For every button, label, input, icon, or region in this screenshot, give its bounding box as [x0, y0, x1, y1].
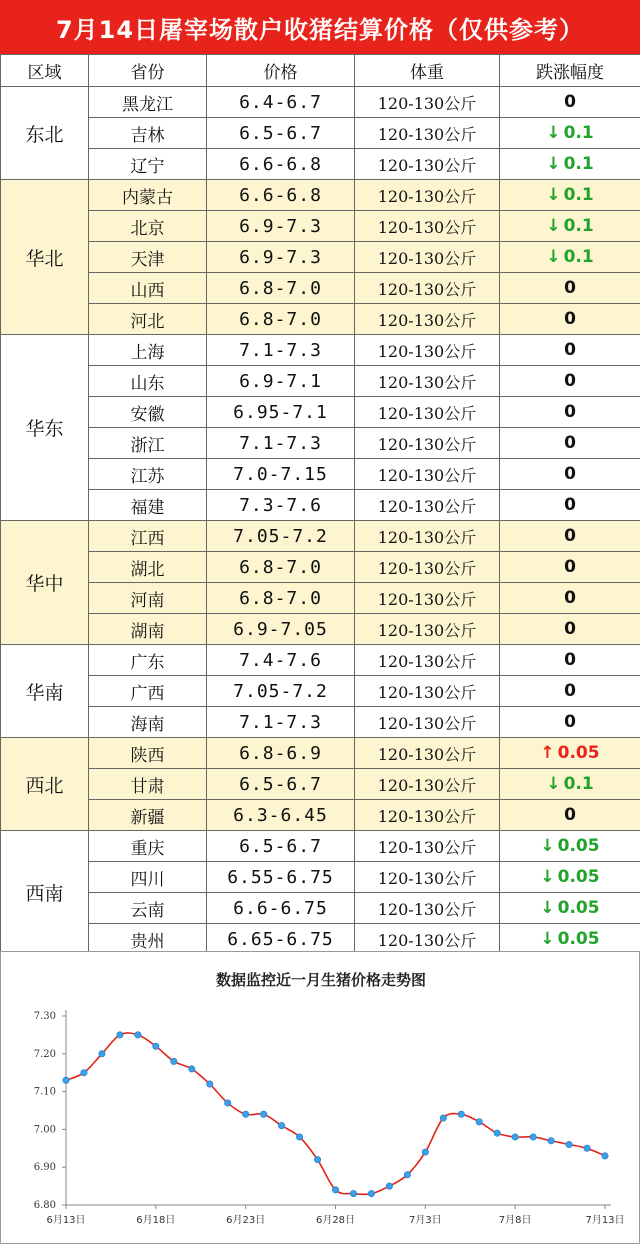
weight-cell: 120-130公斤	[355, 707, 500, 738]
data-point	[602, 1153, 608, 1159]
table-row	[1, 769, 640, 800]
price-cell: 6.8-7.0	[207, 273, 355, 304]
weight-cell: 120-130公斤	[355, 459, 500, 490]
price-cell: 7.3-7.6	[207, 490, 355, 521]
trend-chart	[1, 952, 639, 1243]
data-point	[368, 1190, 374, 1196]
change-cell	[500, 862, 640, 893]
change-value: 0	[564, 464, 576, 484]
table-row	[1, 273, 640, 304]
price-cell: 6.9-7.05	[207, 614, 355, 645]
change-cell	[500, 707, 640, 738]
data-point	[296, 1134, 302, 1140]
data-point	[584, 1145, 590, 1151]
change-cell	[500, 552, 640, 583]
arrow-down-icon: ↓	[540, 929, 555, 949]
table-row	[1, 459, 640, 490]
change-value: 0	[564, 402, 576, 422]
data-point	[63, 1077, 69, 1083]
data-point	[530, 1134, 536, 1140]
weight-cell: 120-130公斤	[355, 893, 500, 924]
data-point	[422, 1149, 428, 1155]
page-title: 7月14日屠宰场散户收猪结算价格（仅供参考）	[0, 0, 640, 54]
data-point	[404, 1172, 410, 1178]
change-value: 0	[564, 495, 576, 515]
change-value: 0.05	[557, 836, 600, 856]
data-point	[512, 1134, 518, 1140]
series-line	[66, 1033, 605, 1194]
region-cell: 西南	[1, 831, 89, 955]
price-table	[0, 54, 640, 955]
weight-cell: 120-130公斤	[355, 490, 500, 521]
weight-cell: 120-130公斤	[355, 118, 500, 149]
weight-cell: 120-130公斤	[355, 87, 500, 118]
data-point	[171, 1058, 177, 1064]
change-value: 0	[564, 650, 576, 670]
price-cell: 6.6-6.75	[207, 893, 355, 924]
change-value: 0.1	[563, 774, 594, 794]
price-cell: 6.8-7.0	[207, 552, 355, 583]
data-point	[260, 1111, 266, 1117]
change-cell	[500, 304, 640, 335]
price-cell: 7.05-7.2	[207, 676, 355, 707]
province-cell: 山东	[89, 366, 207, 397]
change-value: 0	[564, 557, 576, 577]
weight-cell: 120-130公斤	[355, 645, 500, 676]
change-value: 0	[564, 619, 576, 639]
data-point	[99, 1051, 105, 1057]
price-cell: 6.9-7.3	[207, 242, 355, 273]
change-value: 0	[564, 526, 576, 546]
weight-cell: 120-130公斤	[355, 366, 500, 397]
price-cell: 6.65-6.75	[207, 924, 355, 955]
change-value: 0	[564, 712, 576, 732]
price-cell: 6.3-6.45	[207, 800, 355, 831]
data-point	[476, 1119, 482, 1125]
arrow-down-icon: ↓	[546, 216, 561, 236]
weight-cell: 120-130公斤	[355, 676, 500, 707]
province-cell: 广东	[89, 645, 207, 676]
province-cell: 浙江	[89, 428, 207, 459]
price-cell: 6.5-6.7	[207, 118, 355, 149]
table-row	[1, 242, 640, 273]
y-tick-label: 7.30	[33, 1011, 56, 1022]
change-value: 0.05	[557, 867, 600, 887]
province-cell: 湖南	[89, 614, 207, 645]
weight-cell: 120-130公斤	[355, 304, 500, 335]
province-cell: 贵州	[89, 924, 207, 955]
change-cell	[500, 831, 640, 862]
province-cell: 云南	[89, 893, 207, 924]
x-tick-label: 7月8日	[498, 1215, 532, 1226]
data-point	[386, 1183, 392, 1189]
price-cell: 6.6-6.8	[207, 149, 355, 180]
province-cell: 海南	[89, 707, 207, 738]
table-header-row	[1, 55, 640, 87]
arrow-up-icon: ↑	[540, 743, 555, 763]
price-cell: 6.55-6.75	[207, 862, 355, 893]
x-tick-label: 6月13日	[46, 1215, 86, 1226]
change-value: 0.1	[563, 154, 594, 174]
weight-cell: 120-130公斤	[355, 149, 500, 180]
change-cell	[500, 335, 640, 366]
change-cell	[500, 87, 640, 118]
change-value: 0.1	[563, 123, 594, 143]
table-row	[1, 149, 640, 180]
province-cell: 陕西	[89, 738, 207, 769]
price-cell: 6.8-7.0	[207, 583, 355, 614]
province-cell: 上海	[89, 335, 207, 366]
y-tick-label: 6.90	[33, 1162, 56, 1174]
price-cell: 6.9-7.1	[207, 366, 355, 397]
change-cell	[500, 924, 640, 955]
table-row	[1, 645, 640, 676]
change-value: 0.05	[557, 743, 600, 763]
data-point	[117, 1032, 123, 1038]
x-tick-label: 6月18日	[136, 1215, 176, 1226]
y-tick-label: 7.20	[33, 1048, 56, 1060]
province-cell: 安徽	[89, 397, 207, 428]
header-region: 区域	[1, 55, 89, 87]
data-point	[278, 1122, 284, 1128]
arrow-down-icon: ↓	[546, 247, 561, 267]
change-value: 0	[564, 278, 576, 298]
data-point	[548, 1138, 554, 1144]
weight-cell: 120-130公斤	[355, 924, 500, 955]
x-tick-label: 7月3日	[408, 1215, 442, 1226]
table-row	[1, 428, 640, 459]
y-tick-label: 6.80	[33, 1200, 56, 1211]
price-cell: 6.5-6.7	[207, 831, 355, 862]
table-row	[1, 676, 640, 707]
arrow-down-icon: ↓	[546, 154, 561, 174]
province-cell: 甘肃	[89, 769, 207, 800]
y-tick-label: 7.10	[33, 1086, 56, 1098]
table-row	[1, 614, 640, 645]
change-cell	[500, 769, 640, 800]
table-row	[1, 118, 640, 149]
weight-cell: 120-130公斤	[355, 521, 500, 552]
price-cell: 6.4-6.7	[207, 87, 355, 118]
table-row	[1, 707, 640, 738]
price-cell: 6.5-6.7	[207, 769, 355, 800]
change-cell	[500, 118, 640, 149]
region-cell: 东北	[1, 87, 89, 180]
table-row	[1, 366, 640, 397]
table-row	[1, 924, 640, 955]
table-row	[1, 831, 640, 862]
weight-cell: 120-130公斤	[355, 428, 500, 459]
table-row	[1, 583, 640, 614]
change-cell	[500, 738, 640, 769]
table-row	[1, 738, 640, 769]
price-cell: 6.8-6.9	[207, 738, 355, 769]
province-cell: 河北	[89, 304, 207, 335]
arrow-down-icon: ↓	[546, 123, 561, 143]
data-point	[189, 1066, 195, 1072]
x-tick-label: 6月23日	[226, 1215, 266, 1226]
price-cell: 6.9-7.3	[207, 211, 355, 242]
weight-cell: 120-130公斤	[355, 397, 500, 428]
data-point	[135, 1032, 141, 1038]
table-row	[1, 397, 640, 428]
weight-cell: 120-130公斤	[355, 831, 500, 862]
table-row	[1, 862, 640, 893]
price-cell: 7.1-7.3	[207, 428, 355, 459]
region-cell: 华北	[1, 180, 89, 335]
change-cell	[500, 800, 640, 831]
table-row	[1, 304, 640, 335]
province-cell: 北京	[89, 211, 207, 242]
data-point	[494, 1130, 500, 1136]
change-cell	[500, 645, 640, 676]
change-cell	[500, 893, 640, 924]
data-point	[440, 1115, 446, 1121]
change-cell	[500, 180, 640, 211]
change-value: 0	[564, 681, 576, 701]
price-cell: 6.6-6.8	[207, 180, 355, 211]
change-cell	[500, 273, 640, 304]
change-cell	[500, 428, 640, 459]
change-cell	[500, 366, 640, 397]
change-value: 0	[564, 588, 576, 608]
weight-cell: 120-130公斤	[355, 583, 500, 614]
arrow-down-icon: ↓	[546, 185, 561, 205]
weight-cell: 120-130公斤	[355, 862, 500, 893]
price-cell: 7.1-7.3	[207, 335, 355, 366]
price-cell: 7.1-7.3	[207, 707, 355, 738]
y-tick-label: 7.00	[33, 1124, 56, 1136]
arrow-down-icon: ↓	[540, 898, 555, 918]
change-value: 0.05	[557, 929, 600, 949]
data-point	[314, 1156, 320, 1162]
change-value: 0.1	[563, 247, 594, 267]
weight-cell: 120-130公斤	[355, 769, 500, 800]
data-point	[225, 1100, 231, 1106]
province-cell: 福建	[89, 490, 207, 521]
trend-chart-panel	[0, 951, 640, 1244]
region-cell: 华南	[1, 645, 89, 738]
change-value: 0.1	[563, 216, 594, 236]
header-province: 省份	[89, 55, 207, 87]
x-tick-label: 7月13日	[585, 1215, 625, 1226]
weight-cell: 120-130公斤	[355, 242, 500, 273]
table-row	[1, 552, 640, 583]
province-cell: 重庆	[89, 831, 207, 862]
header-change: 跌涨幅度	[500, 55, 640, 87]
province-cell: 山西	[89, 273, 207, 304]
change-cell	[500, 149, 640, 180]
change-cell	[500, 676, 640, 707]
change-value: 0	[564, 805, 576, 825]
province-cell: 新疆	[89, 800, 207, 831]
data-point	[81, 1070, 87, 1076]
province-cell: 辽宁	[89, 149, 207, 180]
weight-cell: 120-130公斤	[355, 800, 500, 831]
weight-cell: 120-130公斤	[355, 180, 500, 211]
data-point	[153, 1043, 159, 1049]
data-point	[458, 1111, 464, 1117]
weight-cell: 120-130公斤	[355, 614, 500, 645]
chart-title: 数据监控近一月生猪价格走势图	[215, 971, 426, 989]
change-cell	[500, 397, 640, 428]
province-cell: 河南	[89, 583, 207, 614]
change-cell	[500, 521, 640, 552]
province-cell: 江苏	[89, 459, 207, 490]
price-table-container	[0, 54, 640, 951]
table-row	[1, 490, 640, 521]
province-cell: 湖北	[89, 552, 207, 583]
table-row	[1, 180, 640, 211]
change-cell	[500, 490, 640, 521]
data-point	[242, 1111, 248, 1117]
table-row	[1, 893, 640, 924]
data-point	[332, 1187, 338, 1193]
arrow-down-icon: ↓	[540, 836, 555, 856]
province-cell: 天津	[89, 242, 207, 273]
weight-cell: 120-130公斤	[355, 738, 500, 769]
table-body	[1, 87, 640, 955]
region-cell: 西北	[1, 738, 89, 831]
change-cell	[500, 211, 640, 242]
province-cell: 吉林	[89, 118, 207, 149]
table-row	[1, 87, 640, 118]
region-cell: 华东	[1, 335, 89, 521]
change-value: 0	[564, 433, 576, 453]
arrow-down-icon: ↓	[540, 867, 555, 887]
weight-cell: 120-130公斤	[355, 211, 500, 242]
change-cell	[500, 614, 640, 645]
table-row	[1, 335, 640, 366]
price-cell: 7.4-7.6	[207, 645, 355, 676]
change-cell	[500, 459, 640, 490]
data-point	[350, 1190, 356, 1196]
change-value: 0.05	[557, 898, 600, 918]
data-point	[207, 1081, 213, 1087]
header-weight: 体重	[355, 55, 500, 87]
arrow-down-icon: ↓	[546, 774, 561, 794]
table-row	[1, 521, 640, 552]
province-cell: 黑龙江	[89, 87, 207, 118]
change-cell	[500, 242, 640, 273]
change-value: 0	[564, 371, 576, 391]
region-cell: 华中	[1, 521, 89, 645]
table-row	[1, 211, 640, 242]
province-cell: 内蒙古	[89, 180, 207, 211]
price-cell: 7.0-7.15	[207, 459, 355, 490]
change-value: 0	[564, 340, 576, 360]
data-point	[566, 1141, 572, 1147]
table-row	[1, 800, 640, 831]
price-cell: 6.95-7.1	[207, 397, 355, 428]
weight-cell: 120-130公斤	[355, 335, 500, 366]
header-price: 价格	[207, 55, 355, 87]
change-value: 0	[564, 92, 576, 112]
weight-cell: 120-130公斤	[355, 273, 500, 304]
change-value: 0	[564, 309, 576, 329]
province-cell: 广西	[89, 676, 207, 707]
province-cell: 江西	[89, 521, 207, 552]
price-cell: 7.05-7.2	[207, 521, 355, 552]
province-cell: 四川	[89, 862, 207, 893]
change-cell	[500, 583, 640, 614]
change-value: 0.1	[563, 185, 594, 205]
x-tick-label: 6月28日	[315, 1215, 356, 1226]
price-cell: 6.8-7.0	[207, 304, 355, 335]
weight-cell: 120-130公斤	[355, 552, 500, 583]
